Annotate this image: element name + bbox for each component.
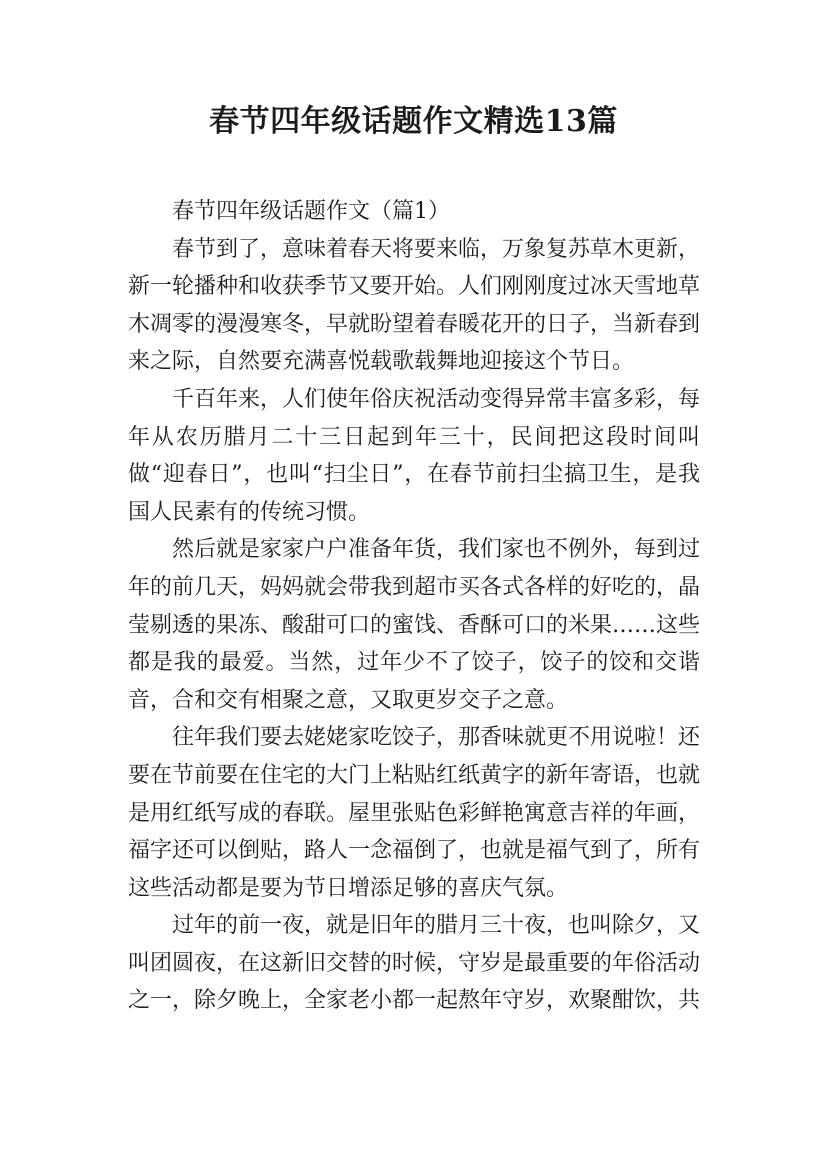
document-body (128, 193, 700, 1020)
paragraph: 千百年来，人们使年俗庆祝活动变得异常丰富多彩，每年从农历腊月二十三日起到年三十，民间把这段时间叫做“迎春日”，也叫“扫尘日”，在春节前扫尘搞卫生，是我国人民素有的传统习惯。 (128, 386, 701, 525)
paragraph: 往年我们要去姥姥家吃饺子，那香味就更不用说啦！还要在节前要在住宅的大门上粘贴红纸黄字的新年寄语，也就是用红纸写成的春联。屋里张贴色彩鲜艳寓意吉祥的年画，福字还可以倒贴，路人一念福倒了，也就是福气到了，所有这些活动都是要为节日增添足够的喜庆气氛。 (128, 725, 701, 901)
section-heading: 春节四年级话题作文（篇1） (172, 199, 450, 224)
paragraph: 过年的前一夜，就是旧年的腊月三十夜，也叫除夕，又叫团圆夜，在这新旧交替的时候，守岁是最重要的年俗活动之一，除夕晚上，全家老小都一起熬年守岁，欢聚酣饮，共 (128, 913, 701, 1014)
document-title: 春节四年级话题作文精选13篇 (209, 104, 618, 139)
paragraph: 然后就是家家户户准备年货，我们家也不例外，每到过年的前几天，妈妈就会带我到超市买各式各样的好吃的，晶莹剔透的果冻、酸甜可口的蜜饯、香酥可口的米果……这些都是我的最爱。当然，过年少不了饺子，饺子的饺和交谐音，合和交有相聚之意，又取更岁交子之意。 (128, 537, 701, 713)
paragraph: 春节到了，意味着春天将要来临，万象复苏草木更新，新一轮播种和收获季节又要开始。人们刚刚度过冰天雪地草木凋零的漫漫寒冬，早就盼望着春暖花开的日子，当新春到来之际，自然要充满喜悦载歌载舞地迎接这个节日。 (128, 236, 701, 375)
